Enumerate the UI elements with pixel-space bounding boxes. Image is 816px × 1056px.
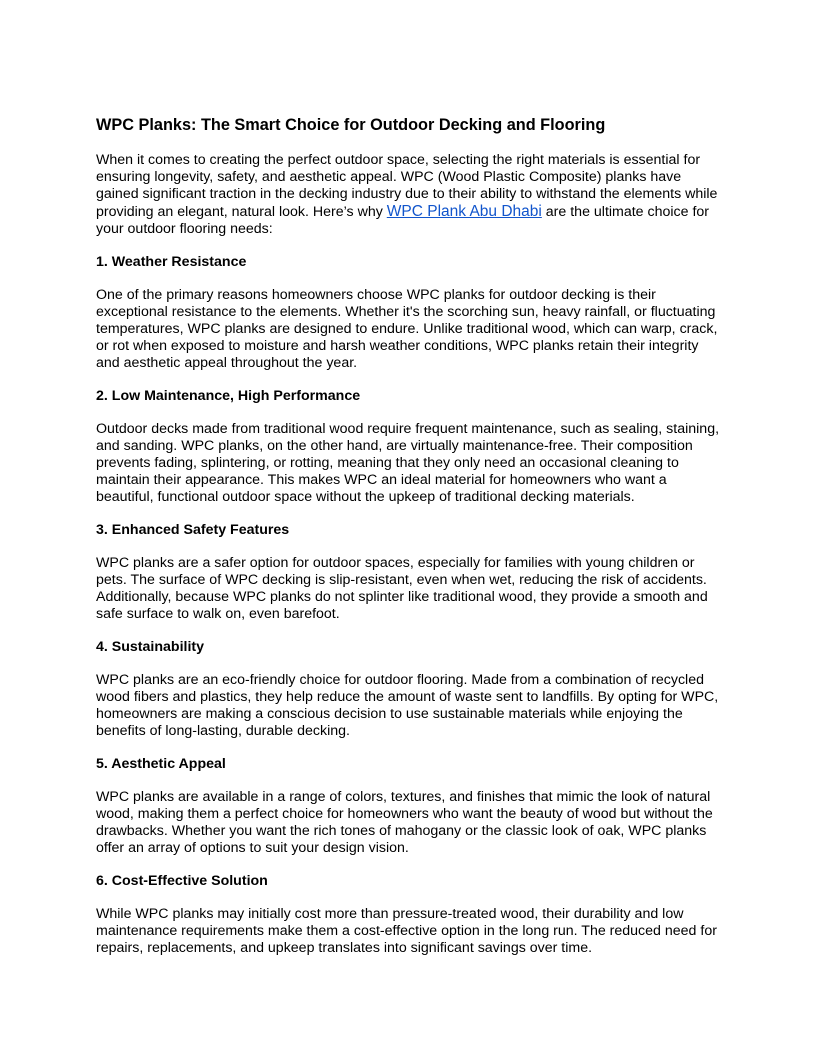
document-page [96, 114, 722, 973]
section-body-weather-resistance: One of the primary reasons homeowners choose WPC planks for outdoor decking is their exceptional resistance to the elements. Whether it's the scorching sun, heavy rainfall, or fluctuating temperatures, WPC planks are designed to endure. Unlike traditional wood, which can warp, crack, or rot when exposed to moisture and harsh weather conditions, WPC planks retain their integrity and aesthetic appeal throughout the year. [96, 287, 718, 371]
intro-paragraph [96, 152, 722, 238]
section-heading-safety-features: 3. Enhanced Safety Features [96, 522, 290, 538]
section-body-cost-effective: While WPC planks may initially cost more than pressure-treated wood, their durability and low maintenance requirements make them a cost-effective option in the long run. The reduced need for repairs, replacements, and upkeep translates into significant savings over time. [96, 906, 717, 956]
intro-text-before-link: When it comes to creating the perfect outdoor space, selecting the right materials is essential for ensuring longevity, safety, and aesthetic appeal. WPC (Wood Plastic Composite) planks have gained significant traction in the decking industry due to their ability to withstand the elements while providing an elegant, natural look. Here’s why [96, 152, 718, 220]
section-body-aesthetic-appeal: WPC planks are available in a range of colors, textures, and finishes that mimic the look of natural wood, making them a perfect choice for homeowners who want the beauty of wood but without the drawbacks. Whether you want the rich tones of mahogany or the classic look of oak, WPC planks offer an array of options to suit your design vision. [96, 789, 713, 856]
section-heading-cost-effective: 6. Cost-Effective Solution [96, 873, 268, 889]
section-heading-sustainability: 4. Sustainability [96, 639, 205, 655]
section-body-low-maintenance: Outdoor decks made from traditional wood require frequent maintenance, such as sealing, staining, and sanding. WPC planks, on the other hand, are virtually maintenance-free. Their composition prevents fading, splintering, or rotting, meaning that they only need an occasional cleaning to maintain their appearance. This makes WPC an ideal material for homeowners who want a beautiful, functional outdoor space without the upkeep of traditional decking materials. [96, 421, 720, 505]
section-body-safety-features: WPC planks are a safer option for outdoor spaces, especially for families with young children or pets. The surface of WPC decking is slip-resistant, even when wet, reducing the risk of accidents. Additionally, because WPC planks do not splinter like traditional wood, they provide a smooth and safe surface to walk on, even barefoot. [96, 555, 708, 622]
wpc-plank-abu-dhabi-link[interactable]: WPC Plank Abu Dhabi [386, 203, 542, 220]
section-heading-low-maintenance: 2. Low Maintenance, High Performance [96, 388, 361, 404]
document-title: WPC Planks: The Smart Choice for Outdoor Decking and Flooring [96, 116, 606, 134]
section-heading-aesthetic-appeal: 5. Aesthetic Appeal [96, 756, 226, 772]
section-body-sustainability: WPC planks are an eco-friendly choice for outdoor flooring. Made from a combination of recycled wood fibers and plastics, they help reduce the amount of waste sent to landfills. By opting for WPC, homeowners are making a conscious decision to use sustainable materials while enjoying the benefits of long-lasting, durable decking. [96, 672, 719, 739]
section-heading-weather-resistance: 1. Weather Resistance [96, 254, 247, 270]
intro-text-after-link: are the ultimate choice for your outdoor flooring needs: [96, 204, 710, 237]
